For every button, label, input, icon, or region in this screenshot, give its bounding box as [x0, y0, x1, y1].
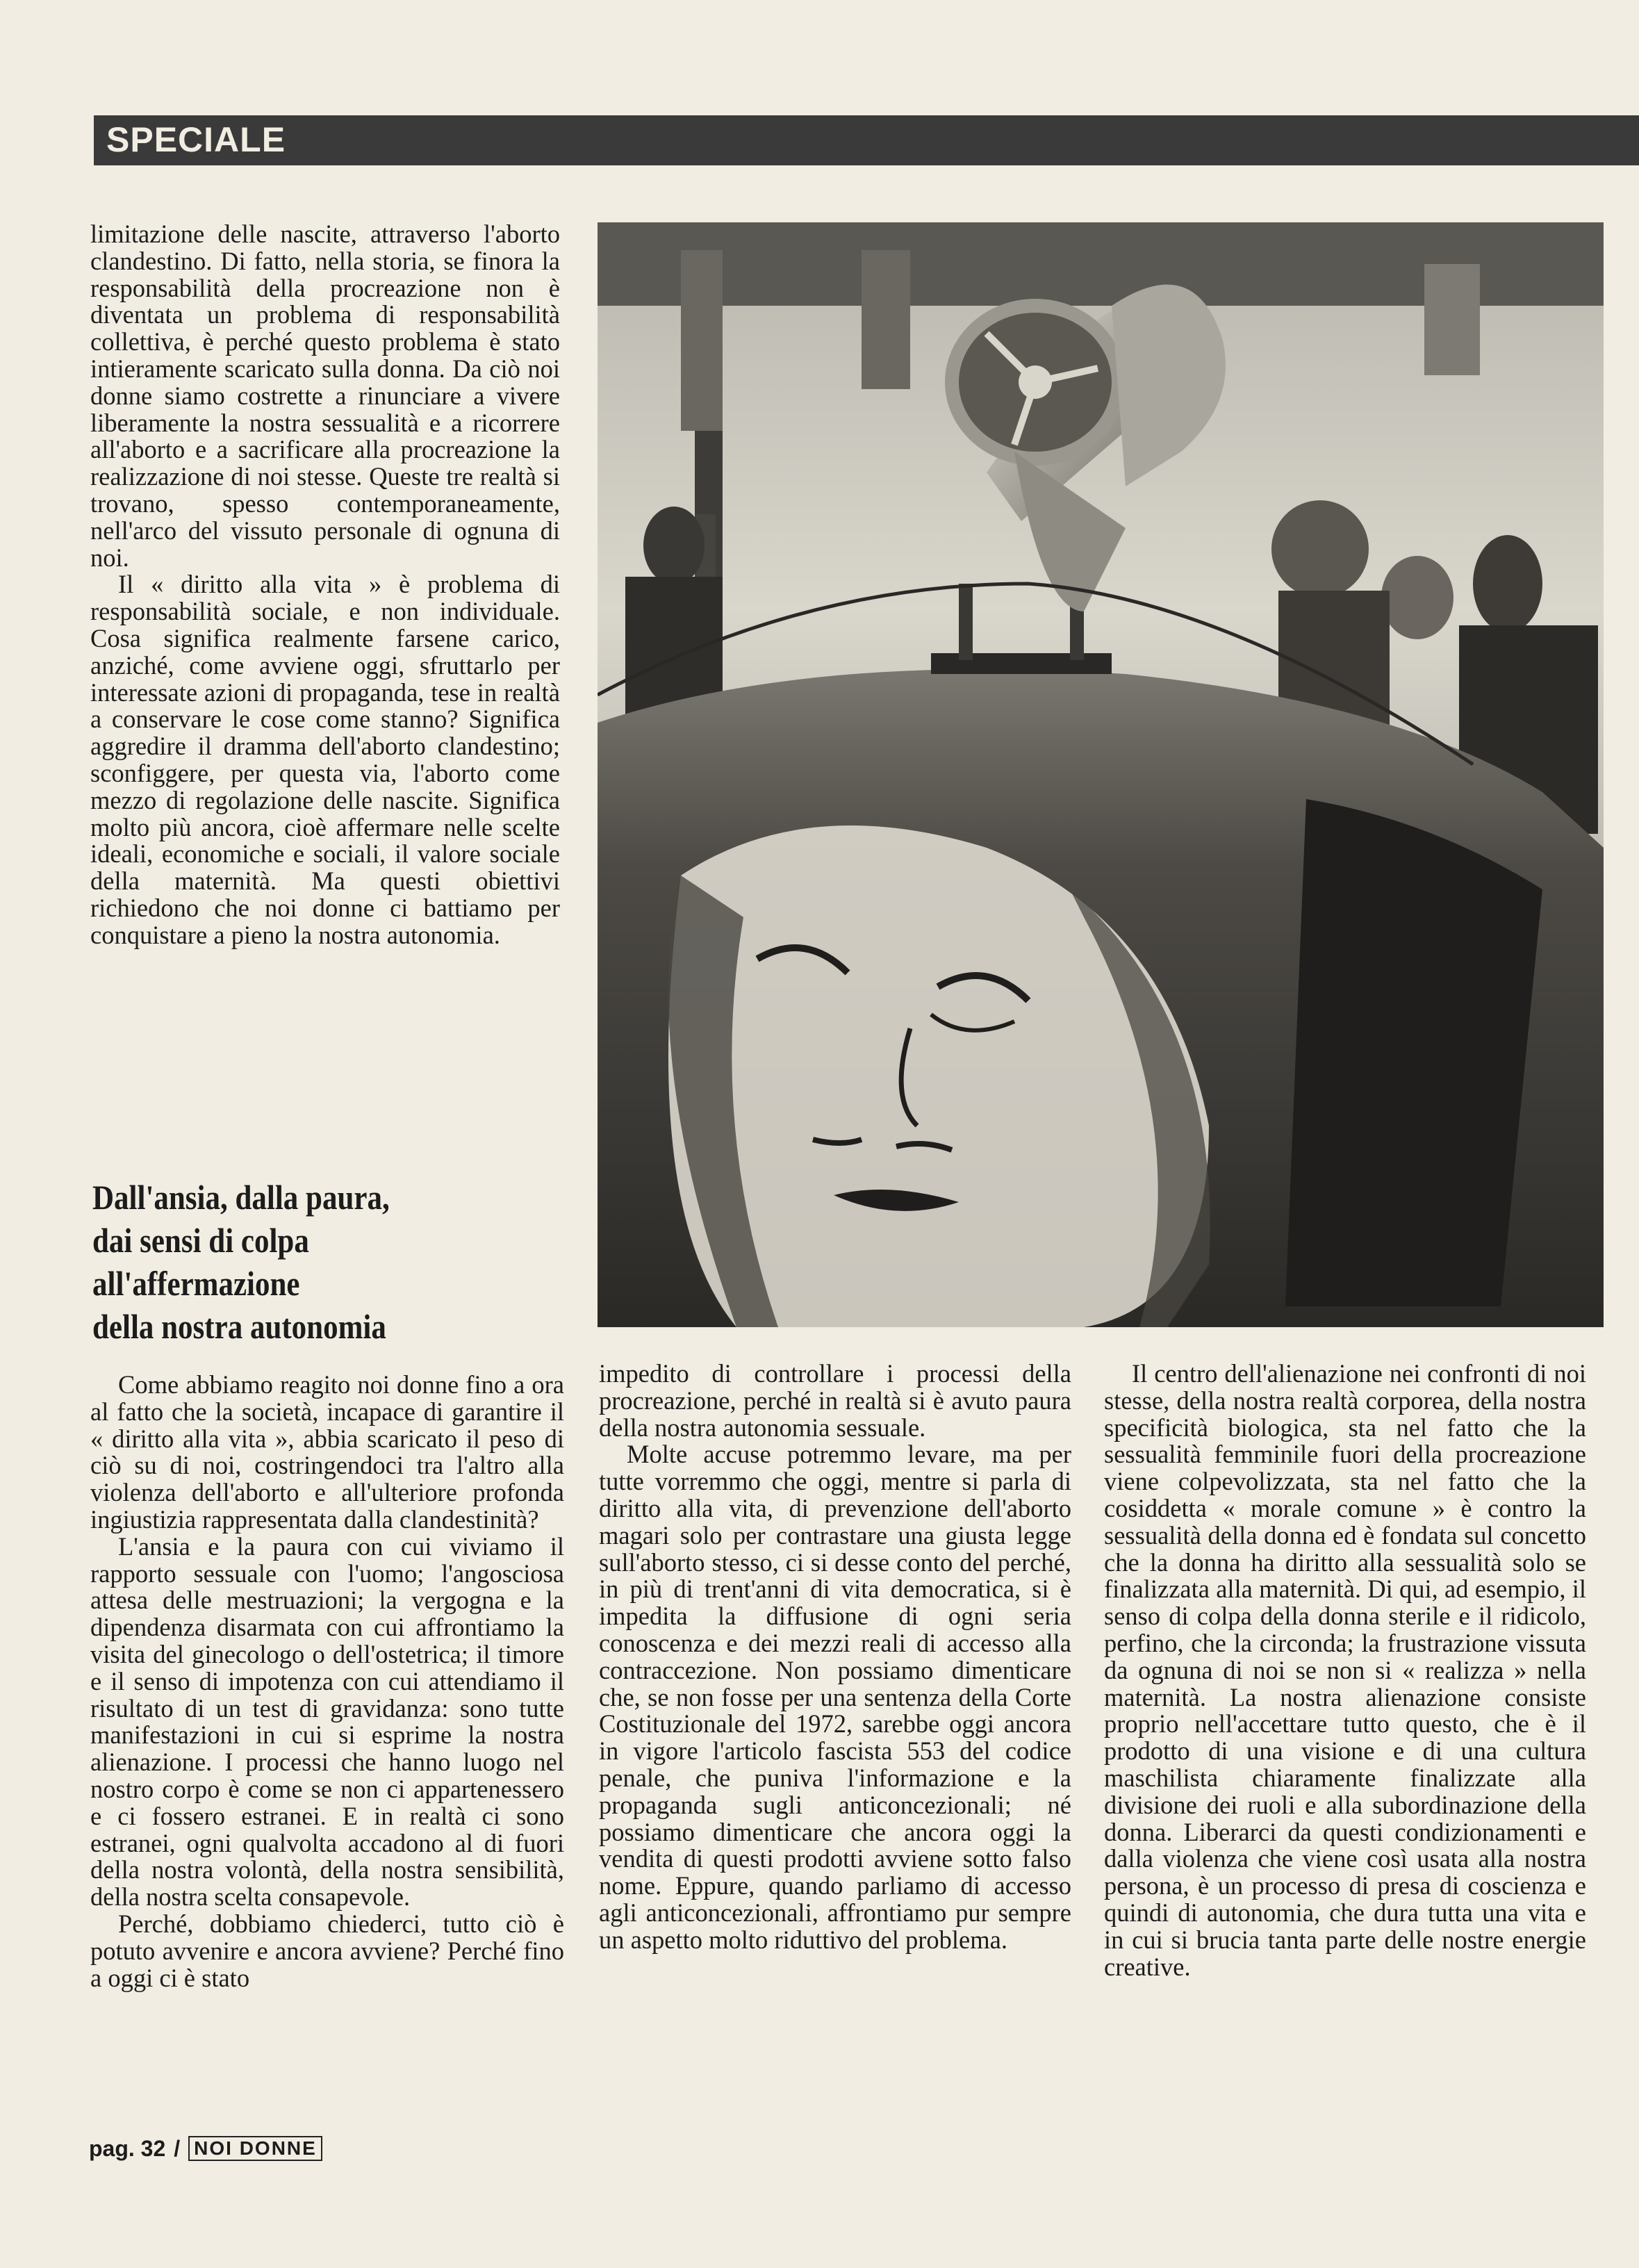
text-column-1: [90, 1372, 564, 1991]
page-footer: [89, 2133, 322, 2164]
footer-separator: /: [174, 2135, 181, 2161]
paragraph: Molte accuse potremmo levare, ma per tutte vorremmo che oggi, mentre si parla di diritto alla vita, di prevenzione dell'aborto magari solo per contrastare una giusta legge sull'aborto stesso, ci si desse conto del perché, in più di trent'anni di vita democratica, si è impedita la diffusione di ogni seria conoscenza e dei mezzi reali di accesso alla contraccezione. Non possiamo dimenticare che, se non fosse per una sentenza della Corte Costituzionale del 1972, sarebbe oggi ancora in vigore l'articolo fascista 553 del codice penale, che puniva l'informazione e la propaganda sugli anticoncezionali; né possiamo dimenticare che ancora oggi la vendita di questi prodotti avviene sotto falso nome. Eppure, quando parliamo di accesso agli anticoncezionali, affrontiamo pur sempre un aspetto molto riduttivo del problema.: [599, 1440, 1071, 1954]
paragraph: impedito di controllare i processi della procreazione, perché in realtà si è avuto paura della nostra autonomia sessuale.: [599, 1359, 1071, 1442]
paragraph: limitazione delle nascite, attraverso l'aborto clandestino. Di fatto, nella storia, se finora la responsabilità della procreazione non è diventata un problema di responsabilità collettiva, è perché questo problema è stato intieramente scaricato sulla donna. Da ciò noi donne siamo costrette a rinunciare a vivere liberamente la nostra sessualità e a ricorrere all'aborto e a sacrificare alla procreazione la realizzazione di noi stesse. Queste tre realtà si trovano, spesso contemporaneamente, nell'arco del vissuto personale di ognuna di noi.: [90, 220, 560, 572]
text-column-2: [599, 1361, 1071, 1954]
paragraph: Il « diritto alla vita » è problema di responsabilità sociale, e non individuale. Cosa significa realmente farsene carico, anziché, come avviene oggi, sfruttarlo per interessate azioni di propaganda, tese in realtà a conservare le cose come stanno? Significa aggredire il dramma dell'aborto clandestino; sconfiggere, per questa via, l'aborto come mezzo di regolazione delle nascite. Significa molto più ancora, cioè affermare nelle scelte ideali, economiche e sociali, il valore sociale della maternità. Ma questi obiettivi richiedono che noi donne ci battiamo per conquistare a pieno la nostra autonomia.: [90, 570, 560, 949]
subheading: [92, 1176, 511, 1348]
section-label: SPECIALE: [106, 120, 286, 159]
paragraph: Come abbiamo reagito noi donne fino a ora al fatto che la società, incapace di garantire il « diritto alla vita », abbia scaricato il peso di ciò su di noi, costringendoci tra l'altro alla violenza dell'aborto e all'ulteriore profonda ingiustizia rappresentata dalla clandestinità?: [90, 1370, 564, 1534]
subheading-line: Dall'ansia, dalla paura,: [92, 1178, 390, 1217]
text-column-3: [1104, 1361, 1586, 1980]
subheading-line: dai sensi di colpa: [92, 1221, 309, 1260]
page-number: pag. 32: [89, 2135, 166, 2161]
subheading-line: della nostra autonomia: [92, 1307, 386, 1346]
paragraph: L'ansia e la paura con cui viviamo il rapporto sessuale con l'uomo; l'angosciosa attesa delle mestruazioni; la vergogna e la dipendenza disarmata con cui affrontiamo la visita del ginecologo o dell'ostetrica; il timore e il senso di impotenza con cui attendiamo il risultato di un test di gravidanza: sono tutte manifestazioni in cui si esprime la nostra alienazione. I processi che hanno luogo nel nostro corpo è come se non ci appartenessero e ci fossero estranei. E in realtà ci sono estranei, ogni qualvolta accadono al di fuori della nostra volontà, della nostra sensibilità, della nostra scelta consapevole.: [90, 1531, 564, 1912]
magazine-logo: NOI DONNE: [188, 2136, 322, 2161]
text-column-top-left: [90, 221, 560, 949]
section-header-bar: [94, 115, 1639, 165]
subheading-line: all'affermazione: [92, 1264, 300, 1303]
paragraph: Perché, dobbiamo chiederci, tutto ciò è potuto avvenire e ancora avviene? Perché fino a oggi ci è stato: [90, 1909, 564, 1992]
photo-loudspeaker-car: [598, 222, 1604, 1327]
paragraph: Il centro dell'alienazione nei confronti di noi stesse, della nostra realtà corporea, della nostra specificità biologica, sta nel fatto che la sessualità femminile fuori della procreazione viene colpevolizzata, sta nel fatto che la cosiddetta « morale comune » è contro la sessualità della donna ed è fondata sul concetto che la donna ha diritto alla sessualità solo se finalizzata alla maternità. Di qui, ad esempio, il senso di colpa della donna sterile e il ridicolo, perfino, che la circonda; la frustrazione vissuta da ognuna di noi se non si « realizza » nella maternità. La nostra alienazione consiste proprio nell'accettare tutto questo, che è il prodotto di una visione e di una cultura maschilista chiaramente finalizzate alla divisione dei ruoli e alla subordinazione della donna. Liberarci da questi condizionamenti e dalla violenza che viene così usata alla nostra persona, è un processo di presa di coscienza e quindi di autonomia, che dura tutta una vita e in cui si brucia tanta parte delle nostre energie creative.: [1104, 1359, 1586, 1981]
